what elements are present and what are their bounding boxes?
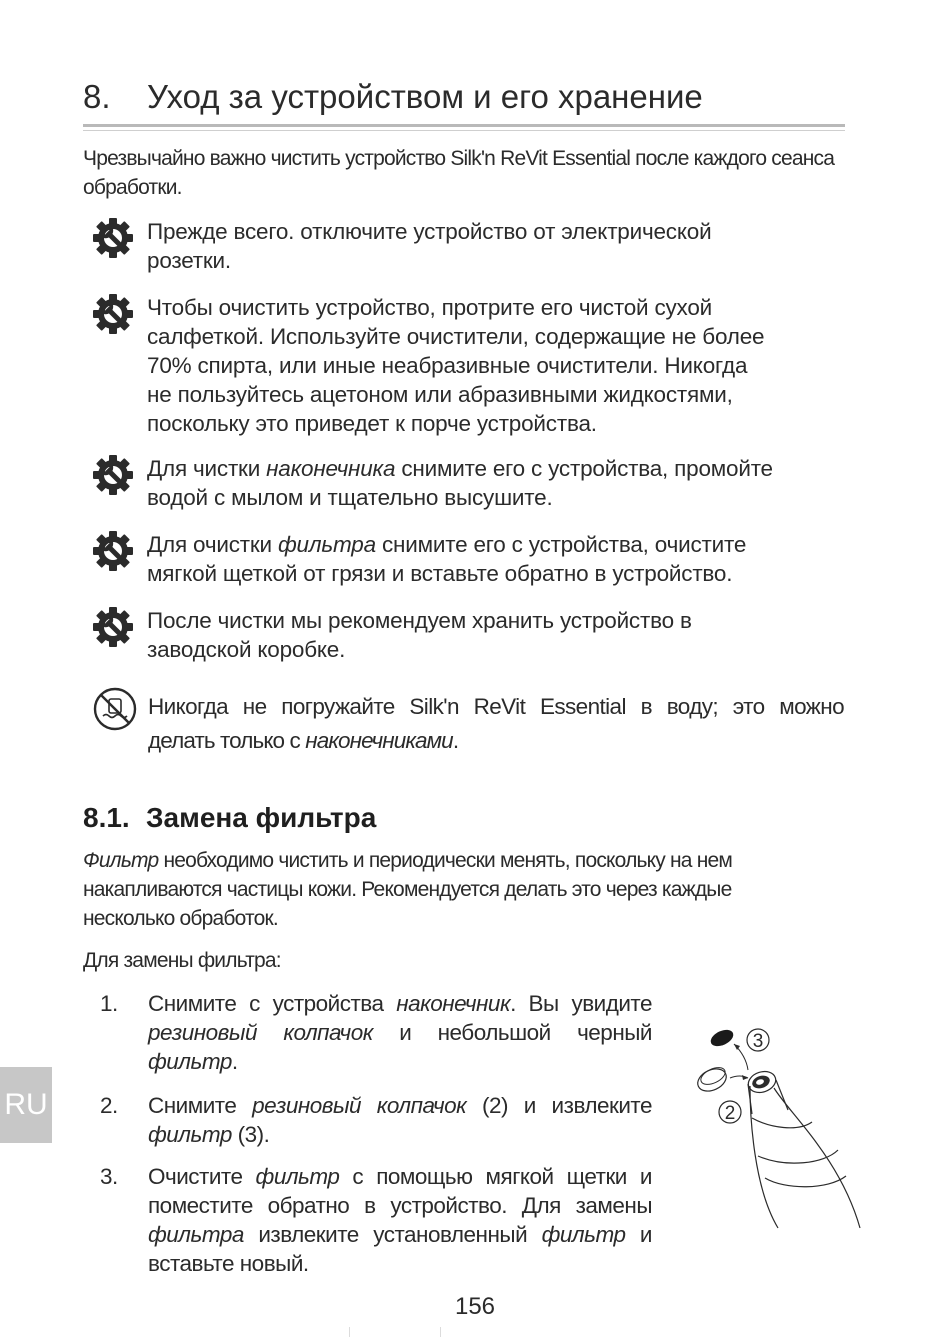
text-run: Снимите с устройства bbox=[148, 991, 397, 1016]
bullet-line bbox=[147, 530, 852, 559]
no-water-immersion-icon bbox=[92, 686, 138, 732]
emphasis-text: наконечник bbox=[396, 991, 511, 1016]
text-run: . Вы увидите bbox=[510, 991, 652, 1016]
subsection-heading bbox=[83, 800, 376, 836]
bullet-line: Чтобы очистить устройство, протрите его чистой сухой bbox=[147, 295, 713, 320]
text-run: (2) и извлеките bbox=[466, 1093, 653, 1118]
emphasis-text: фильтр bbox=[148, 1122, 232, 1147]
language-tab: RU bbox=[0, 1067, 52, 1143]
bullet-line: салфеткой. Используйте очистители, содержащие не более bbox=[147, 324, 765, 349]
bullet-line: поскольку это приведет к порче устройства. bbox=[147, 411, 597, 436]
subsection-number: 8.1. bbox=[83, 802, 130, 833]
print-mark bbox=[440, 1327, 441, 1337]
filter-disc bbox=[708, 1027, 736, 1050]
text-run: Для очистки bbox=[147, 532, 278, 557]
emphasis-text: фильтр bbox=[148, 1049, 232, 1074]
bullet-line: После чистки мы рекомендуем хранить устройство в bbox=[147, 608, 692, 633]
paragraph-line: накапливаются частицы кожи. Рекомендуется делать это через каждые bbox=[83, 878, 732, 901]
heading-rule-thin bbox=[83, 130, 845, 131]
heading-rule bbox=[83, 124, 845, 127]
text-run: и вставьте новый. bbox=[148, 1222, 652, 1276]
emphasis-text: резиновый колпачок bbox=[148, 1020, 373, 1045]
intro-paragraph: Чрезвычайно важно чистить устройство Silk'n ReVit Essential после каждого сеанса обработки. bbox=[83, 147, 835, 199]
bullet-line: розетки. bbox=[147, 248, 231, 273]
label-filter: 3 bbox=[752, 1031, 764, 1052]
device-illustration bbox=[690, 1018, 870, 1248]
bullet-line: мягкой щеткой от грязи и вставьте обратно в устройство. bbox=[147, 561, 733, 586]
print-mark bbox=[349, 1327, 350, 1337]
step-number: 2. bbox=[100, 1093, 118, 1118]
emphasis-text: фильтра bbox=[148, 1222, 244, 1247]
section-title: Уход за устройством и его хранение bbox=[147, 78, 703, 115]
bullet-line bbox=[147, 454, 852, 483]
emphasis-text: резиновый колпачок bbox=[252, 1093, 467, 1118]
step-text bbox=[148, 989, 652, 1076]
text-run: Очистите bbox=[148, 1164, 256, 1189]
bullet-line: не пользуйтесь ацетоном или абразивными жидкостями, bbox=[147, 382, 733, 407]
paragraph-line bbox=[83, 846, 845, 875]
gear-wrench-icon bbox=[92, 530, 134, 572]
emphasis-text: наконечника bbox=[266, 456, 396, 481]
text-run: делать только с bbox=[148, 728, 306, 753]
text-run: и небольшой черный bbox=[372, 1020, 652, 1045]
text-run: Для чистки bbox=[147, 456, 267, 481]
text-run: . bbox=[231, 1049, 238, 1074]
text-run: . bbox=[452, 728, 459, 753]
text-run: необходимо чистить и периодически менять, поскольку на нем bbox=[158, 849, 733, 872]
emphasis-text: фильтр bbox=[541, 1222, 626, 1247]
text-run: извлеките установленный bbox=[243, 1222, 542, 1247]
emphasis-text: фильтра bbox=[277, 532, 376, 557]
emphasis-text: наконечниками bbox=[305, 728, 453, 753]
text-run: снимите его с устройства, очистите bbox=[375, 532, 747, 557]
step-text bbox=[148, 1091, 652, 1149]
gear-wrench-icon bbox=[92, 454, 134, 496]
filter-intro bbox=[83, 846, 845, 933]
emphasis-text: Фильтр bbox=[83, 849, 159, 872]
section-heading bbox=[83, 76, 863, 118]
bullet-line: 70% спирта, или иные неабразивные очистители. Никогда bbox=[147, 353, 748, 378]
text-run: с помощью мягкой щетки и поместите обратно в устройство. Для замены bbox=[148, 1164, 652, 1218]
rubber-cap bbox=[694, 1064, 730, 1095]
warning-line: Никогда не погружайте Silk'n ReVit Essential в воду; это можно bbox=[148, 694, 844, 719]
bullet-line: Прежде всего. отключите устройство от электрической bbox=[147, 219, 712, 244]
bullet-line: водой с мылом и тщательно высушите. bbox=[147, 485, 553, 510]
step-text bbox=[148, 1162, 652, 1278]
section-number: 8. bbox=[83, 78, 111, 115]
label-cap: 2 bbox=[724, 1103, 736, 1124]
arrows bbox=[730, 1044, 748, 1078]
subsection-title: Замена фильтра bbox=[146, 802, 377, 833]
text-run: Снимите bbox=[148, 1093, 253, 1118]
gear-wrench-icon bbox=[92, 606, 134, 648]
warning-line bbox=[148, 726, 844, 755]
text-run: (3). bbox=[231, 1122, 270, 1147]
device-body bbox=[746, 1068, 860, 1228]
step-number: 3. bbox=[100, 1164, 118, 1189]
gear-wrench-icon bbox=[92, 217, 134, 259]
text-run: снимите его с устройства, промойте bbox=[395, 456, 773, 481]
bullet-line: заводской коробке. bbox=[147, 637, 346, 662]
step-number: 1. bbox=[100, 991, 118, 1016]
emphasis-text: фильтр bbox=[255, 1164, 340, 1189]
steps-lead: Для замены фильтра: bbox=[83, 949, 281, 972]
gear-wrench-icon bbox=[92, 293, 134, 335]
page-number: 156 bbox=[454, 1293, 496, 1320]
paragraph-line: несколько обработок. bbox=[83, 907, 278, 930]
